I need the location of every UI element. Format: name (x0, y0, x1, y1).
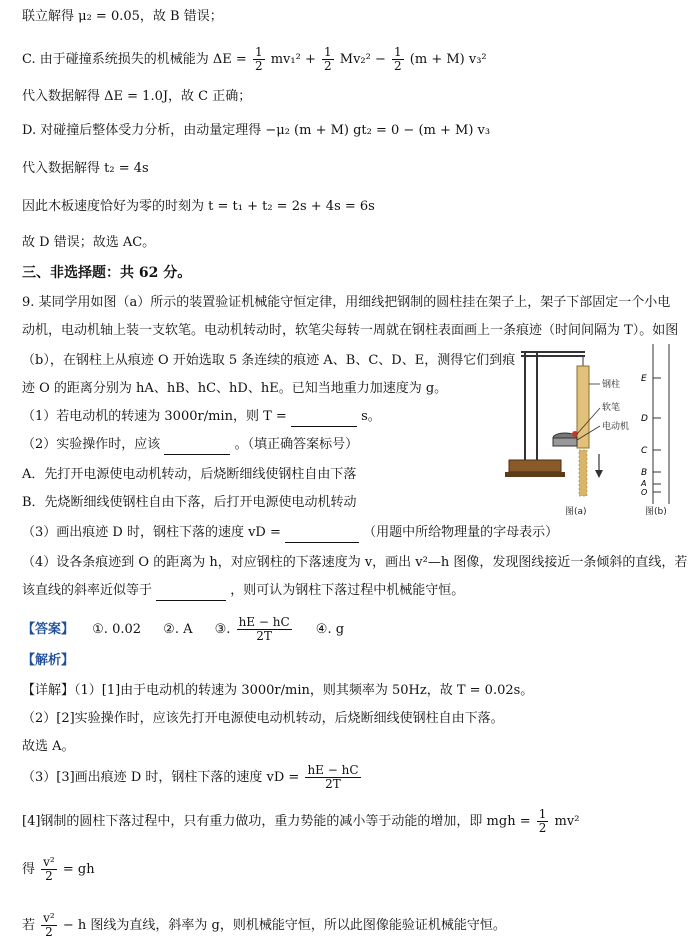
text: Mv₂² − (339, 52, 386, 67)
answer-3-fraction: $\frac{hE - hC}{2T}$ (238, 615, 290, 643)
question-part-2 (22, 436, 358, 455)
text: − h 图线为直线，斜率为 g，则机械能守恒，所以此图像能验证机械能守恒。 (62, 918, 506, 933)
text: 得 (22, 862, 36, 877)
caption-b: 图(b) (645, 507, 667, 517)
formula-line-c (22, 46, 487, 73)
text: （3）[3]画出痕迹 D 时，钢柱下落的速度 vD = (22, 770, 300, 785)
mark-A: A (641, 479, 647, 488)
fraction: $\frac{1}{2}$ (394, 45, 402, 73)
text: （3）画出痕迹 D 时，钢柱下落的速度 vD = (22, 525, 281, 540)
answer-2: ②. A (163, 622, 193, 637)
text: 该直线的斜率近似等于 (22, 583, 153, 598)
label-steel-cylinder: 钢柱 (602, 380, 621, 390)
text: mv₁² + (270, 52, 316, 67)
falling-cylinder (579, 450, 587, 496)
motor-body (553, 438, 577, 446)
text: (m + M) v₃² (409, 52, 487, 67)
section-heading: 三、非选择题：共 62 分。 (22, 265, 192, 281)
option-a: A．先打开电源使电动机转动，后烧断细线使钢柱自由下落 (22, 467, 357, 482)
caption-a: 图(a) (565, 507, 587, 517)
answer-blank (164, 436, 230, 455)
steel-cylinder (577, 366, 589, 448)
text: （用题中所给物理量的字母表示） (363, 525, 559, 540)
text: 。（填正确答案标号） (234, 437, 359, 452)
mark-D: D (641, 414, 648, 424)
option-b: B．先烧断细线使钢柱自由下落，后打开电源使电动机转动 (22, 495, 357, 510)
answer-1: ①. 0.02 (92, 622, 142, 637)
fraction: $\frac{1}{2}$ (323, 45, 332, 73)
question-text: （b），在钢柱上从痕迹 O 开始选取 5 条连续的痕迹 A、B、C、D、E，测得它们到痕 (22, 353, 516, 368)
label-motor: 电动机 (602, 422, 630, 432)
table (505, 472, 565, 477)
detail-formula (22, 764, 363, 791)
text: mv² (554, 814, 580, 829)
answer-4: ④. g (315, 622, 345, 637)
text-line: D. 对碰撞后整体受力分析，由动量定理得 −μ₂ (m + M) gt₂ = 0 − (m + M) v₃ (22, 123, 491, 138)
detail-text: 【详解】（1）[1]由于电动机的转速为 3000r/min，则其频率为 50Hz，故 T = 0.02s。 (22, 683, 534, 698)
answer-tag: 【答案】 (22, 622, 75, 637)
mark-O: O (641, 488, 648, 497)
mark-E: E (641, 374, 647, 384)
fraction: $\frac{1}{2}$ (538, 807, 547, 835)
mark-B: B (641, 468, 648, 478)
question-text: （4）设各条痕迹到 O 的距离为 h，对应钢柱的下落速度为 v，画出 v²—h 图像，发现图线接近一条倾斜的直线，若 (22, 555, 688, 570)
text: [4]钢制的圆柱下落过程中，只有重力做功，重力势能的减小等于动能的增加，即 mgh = (22, 814, 531, 829)
text: s。 (361, 409, 381, 424)
analysis-tag: 【解析】 (22, 653, 75, 668)
fraction: $\frac{\text{v²}}{2}$ (43, 911, 55, 939)
mark-C: C (641, 446, 648, 456)
question-text: 9. 某同学用如图（a）所示的装置验证机械能守恒定律，用细线把钢制的圆柱挂在架子上，架子下部固定一个小电 (22, 295, 671, 310)
text: （1）若电动机的转速为 3000r/min，则 T = (22, 409, 287, 424)
detail-text: 故选 A。 (22, 739, 75, 754)
text: 若 (22, 918, 36, 933)
stand-frame (521, 352, 585, 470)
trace-marks (653, 378, 661, 492)
question-text: 动机，电动机轴上装一支软笔。电动机转动时，软笔尖每转一周就在钢柱表面画上一条痕迹（时间间隔为 T）。如图 (22, 323, 679, 338)
text: ，则可认为钢柱下落过程中机械能守恒。 (230, 583, 465, 598)
answer-blank (156, 582, 226, 601)
detail-formula (22, 808, 579, 835)
answer-blank (285, 524, 359, 543)
text-line: 代入数据解得 t₂ = 4s (22, 161, 149, 176)
detail-formula (22, 912, 506, 939)
answer-3-label: ③. (214, 622, 231, 637)
detail-formula (22, 856, 95, 883)
text: = gh (62, 862, 95, 877)
text: C. 由于碰撞系统损失的机械能为 ΔE = (22, 52, 247, 67)
stand-base (509, 460, 561, 472)
question-part-4 (22, 582, 464, 601)
label-soft-pen: 软笔 (602, 403, 621, 413)
fraction: $\frac{hE - hC}{2T}$ (307, 763, 359, 791)
text-line: 代入数据解得 ΔE = 1.0J，故 C 正确； (22, 89, 252, 104)
fall-arrow-head (595, 470, 603, 478)
text-line: 联立解得 μ₂ = 0.05，故 B 错误； (22, 9, 223, 24)
text: （2）实验操作时，应该 (22, 437, 161, 452)
text-line: 故 D 错误；故选 AC。 (22, 235, 156, 250)
detail-text: （2）[2]实验操作时，应该先打开电源使电动机转动，后烧断细线使钢柱自由下落。 (22, 711, 504, 726)
text-line: 因此木板速度恰好为零的时刻为 t = t₁ + t₂ = 2s + 4s = 6s (22, 199, 375, 214)
answer-line (22, 616, 344, 643)
fraction: $\frac{1}{2}$ (254, 45, 263, 73)
question-part-3 (22, 524, 558, 543)
question-part-1 (22, 408, 381, 427)
fraction: $\frac{\text{v²}}{2}$ (43, 855, 55, 883)
question-text: 迹 O 的距离分别为 hA、hB、hC、hD、hE。已知当地重力加速度为 g。 (22, 381, 448, 396)
answer-blank (291, 408, 357, 427)
apparatus-figure (505, 342, 685, 518)
